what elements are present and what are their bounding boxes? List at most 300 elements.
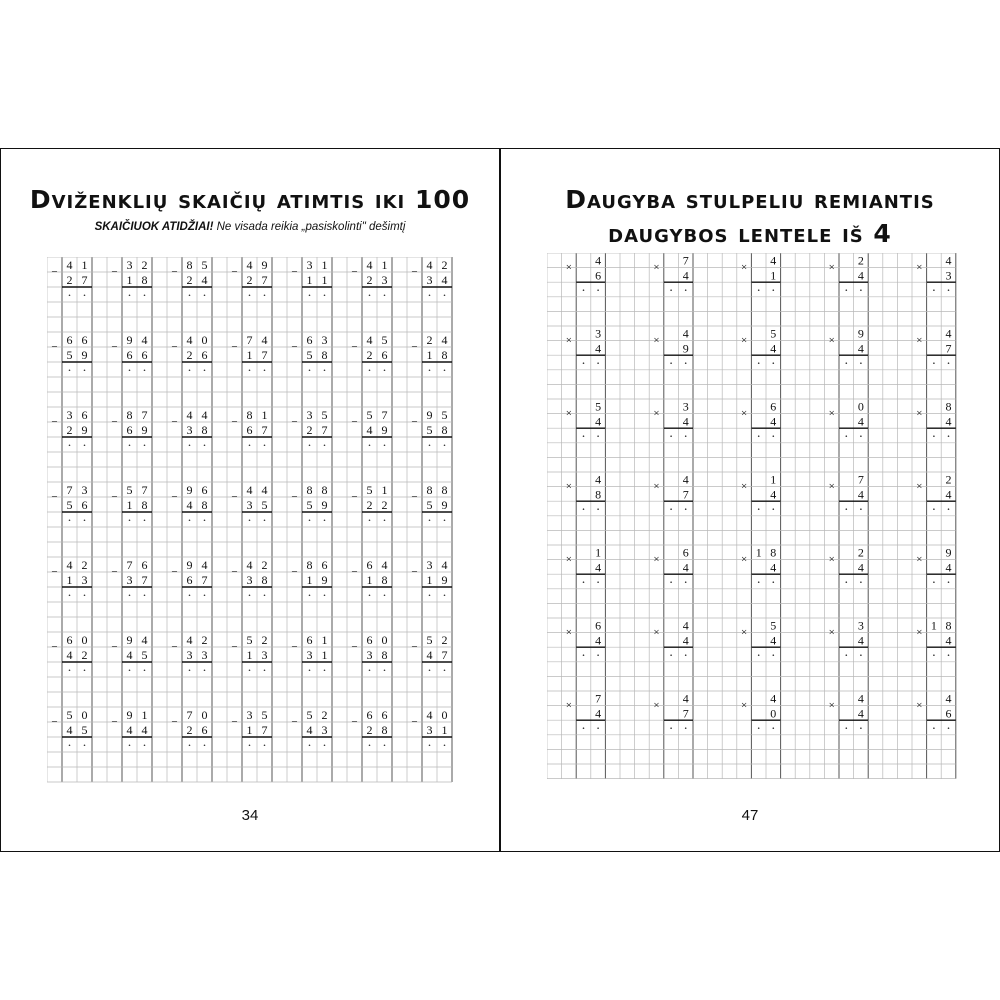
operator-sign: −: [51, 341, 58, 353]
bottom-number: 7: [441, 648, 448, 662]
answer-dot: [324, 744, 326, 746]
bottom-number: 8: [381, 648, 388, 662]
answer-dot: [249, 669, 251, 671]
top-number: 4: [595, 472, 602, 487]
answer-dot: [444, 444, 446, 446]
bottom-number: 6: [595, 268, 602, 283]
top-number: 6: [366, 708, 373, 722]
problem: [411, 708, 452, 746]
operator-sign: −: [411, 341, 418, 353]
operator-sign: ×: [565, 553, 573, 566]
bottom-number: 4: [426, 648, 433, 662]
answer-dot: [860, 508, 862, 510]
answer-dot: [144, 744, 146, 746]
bottom-number: 4: [682, 633, 689, 648]
top-number: 4: [770, 253, 777, 268]
answer-dot: [264, 519, 266, 521]
operator-sign: −: [291, 341, 298, 353]
top-number: 2: [321, 708, 328, 722]
top-number: 0: [81, 633, 88, 647]
bottom-number: 3: [426, 273, 433, 287]
top-number: 7: [381, 408, 388, 422]
bottom-number: 1: [306, 273, 313, 287]
problem: [566, 327, 606, 364]
bottom-number: 7: [201, 573, 208, 587]
answer-dot: [933, 508, 935, 510]
answer-dot: [264, 594, 266, 596]
top-number: 6: [66, 633, 73, 647]
answer-dot: [429, 594, 431, 596]
answer-dot: [264, 669, 266, 671]
problem: [411, 258, 452, 296]
answer-dot: [204, 744, 206, 746]
top-number: 9: [126, 333, 133, 347]
problem: [566, 546, 606, 583]
operator-sign: −: [411, 566, 418, 578]
operator-sign: −: [231, 266, 238, 278]
answer-dot: [685, 289, 687, 291]
answer-dot: [860, 362, 862, 364]
operator-sign: −: [111, 716, 118, 728]
bottom-number: 4: [945, 633, 952, 648]
answer-dot: [264, 744, 266, 746]
bottom-number: 5: [81, 723, 88, 737]
bottom-number: 1: [126, 498, 133, 512]
problem: [829, 473, 869, 510]
problem: [171, 558, 212, 596]
top-number: 4: [381, 558, 388, 572]
bottom-number: 4: [595, 560, 602, 575]
operator-sign: −: [111, 416, 118, 428]
bottom-number: 4: [126, 723, 133, 737]
bottom-number: 1: [306, 573, 313, 587]
bottom-number: 2: [66, 423, 73, 437]
bottom-number: 4: [857, 706, 864, 721]
operator-sign: ×: [740, 261, 748, 274]
bottom-number: 9: [321, 573, 328, 587]
problem: [411, 408, 452, 446]
bottom-number: 5: [141, 648, 148, 662]
bottom-number: 8: [441, 423, 448, 437]
operator-sign: ×: [740, 480, 748, 493]
problem: [566, 619, 606, 656]
problem: [741, 327, 781, 364]
answer-dot: [773, 654, 775, 656]
problem: [291, 408, 332, 446]
operator-sign: −: [111, 341, 118, 353]
top-number: 4: [66, 558, 73, 572]
answer-dot: [369, 669, 371, 671]
bottom-number: 4: [770, 633, 777, 648]
answer-dot: [670, 727, 672, 729]
answer-dot: [264, 369, 266, 371]
bottom-number: 7: [945, 341, 952, 356]
top-number: 4: [246, 483, 253, 497]
answer-dot: [429, 294, 431, 296]
operator-sign: −: [171, 566, 178, 578]
top-number: 7: [126, 558, 133, 572]
answer-dot: [84, 519, 86, 521]
top-number: 3: [81, 483, 88, 497]
answer-dot: [264, 444, 266, 446]
operator-sign: −: [231, 641, 238, 653]
problem: [916, 400, 956, 437]
bottom-number: 4: [595, 706, 602, 721]
top-number: 3: [321, 333, 328, 347]
answer-dot: [846, 581, 848, 583]
top-number: 4: [682, 618, 689, 633]
top-number: 5: [770, 326, 777, 341]
operator-sign: −: [231, 716, 238, 728]
problem: [351, 258, 392, 296]
answer-dot: [384, 744, 386, 746]
top-number: 8: [426, 483, 433, 497]
answer-dot: [84, 369, 86, 371]
problem: [653, 619, 693, 656]
answer-dot: [583, 435, 585, 437]
top-number: 4: [682, 691, 689, 706]
problem: [291, 333, 332, 371]
problem: [171, 483, 212, 521]
problem: [741, 546, 781, 583]
bottom-number: 6: [381, 348, 388, 362]
problem: [231, 558, 272, 596]
top-number: 9: [126, 708, 133, 722]
bottom-number: 8: [321, 348, 328, 362]
answer-dot: [948, 654, 950, 656]
bottom-number: 6: [81, 498, 88, 512]
answer-dot: [144, 594, 146, 596]
operator-sign: −: [411, 416, 418, 428]
answer-dot: [369, 444, 371, 446]
answer-dot: [84, 594, 86, 596]
answer-dot: [129, 294, 131, 296]
problem: [351, 408, 392, 446]
answer-dot: [204, 669, 206, 671]
top-number: 4: [366, 258, 373, 272]
problem: [291, 558, 332, 596]
bottom-number: 4: [857, 633, 864, 648]
bottom-number: 9: [441, 498, 448, 512]
top-number: 4: [66, 258, 73, 272]
answer-dot: [597, 727, 599, 729]
operator-sign: ×: [916, 261, 923, 274]
bottom-number: 4: [682, 268, 689, 283]
operator-sign: ×: [828, 699, 835, 712]
bottom-number: 9: [81, 348, 88, 362]
bottom-number: 8: [595, 487, 602, 502]
top-number: 4: [366, 333, 373, 347]
answer-dot: [144, 444, 146, 446]
answer-dot: [444, 519, 446, 521]
problem: [111, 633, 152, 671]
problem: [51, 558, 92, 596]
operator-sign: ×: [740, 407, 748, 420]
problem: [171, 708, 212, 746]
answer-dot: [670, 508, 672, 510]
top-number: 6: [306, 333, 313, 347]
problem: [411, 333, 452, 371]
top-number: 4: [201, 408, 208, 422]
bottom-number: 4: [366, 423, 373, 437]
subtraction-grid: [47, 257, 453, 783]
answer-dot: [84, 669, 86, 671]
operator-sign: −: [171, 341, 178, 353]
top-number: 6: [141, 558, 148, 572]
answer-dot: [597, 654, 599, 656]
top-number: 1: [930, 618, 937, 633]
problem: [351, 333, 392, 371]
answer-dot: [309, 444, 311, 446]
answer-dot: [204, 444, 206, 446]
bottom-number: 4: [857, 268, 864, 283]
bottom-number: 2: [186, 348, 193, 362]
operator-sign: −: [351, 341, 358, 353]
top-number: 2: [441, 633, 448, 647]
problem: [171, 408, 212, 446]
operator-sign: ×: [653, 261, 660, 274]
top-number: 8: [246, 408, 253, 422]
bottom-number: 5: [306, 498, 313, 512]
top-number: 0: [201, 333, 208, 347]
bottom-number: 2: [186, 723, 193, 737]
top-number: 5: [770, 618, 777, 633]
bottom-number: 8: [381, 573, 388, 587]
bottom-number: 6: [126, 348, 133, 362]
answer-dot: [189, 669, 191, 671]
left-page-title: Dviženklių skaičių atimtis iki 100: [29, 185, 471, 214]
bottom-number: 3: [201, 648, 208, 662]
problem: [231, 258, 272, 296]
operator-sign: −: [51, 641, 58, 653]
top-number: 7: [66, 483, 73, 497]
multiplication-grid: [547, 253, 957, 780]
top-number: 5: [366, 483, 373, 497]
bottom-number: 2: [66, 273, 73, 287]
answer-dot: [846, 654, 848, 656]
answer-dot: [670, 654, 672, 656]
operator-sign: ×: [565, 334, 573, 347]
top-number: 4: [426, 258, 433, 272]
answer-dot: [758, 581, 760, 583]
top-number: 1: [381, 258, 388, 272]
bottom-number: 3: [186, 423, 193, 437]
answer-dot: [69, 369, 71, 371]
answer-dot: [758, 289, 760, 291]
answer-dot: [249, 444, 251, 446]
problem: [291, 708, 332, 746]
bottom-number: 8: [441, 348, 448, 362]
answer-dot: [948, 581, 950, 583]
answer-dot: [685, 581, 687, 583]
top-number: 6: [381, 708, 388, 722]
answer-dot: [309, 594, 311, 596]
answer-dot: [204, 519, 206, 521]
answer-dot: [144, 294, 146, 296]
top-number: 5: [381, 333, 388, 347]
problem: [829, 619, 869, 656]
answer-dot: [369, 519, 371, 521]
operator-sign: −: [51, 491, 58, 503]
answer-dot: [324, 519, 326, 521]
top-number: 8: [770, 545, 777, 560]
problem: [111, 558, 152, 596]
bottom-number: 9: [682, 341, 689, 356]
answer-dot: [846, 508, 848, 510]
bottom-number: 7: [261, 723, 268, 737]
bottom-number: 6: [126, 423, 133, 437]
answer-dot: [860, 727, 862, 729]
bottom-number: 5: [306, 348, 313, 362]
operator-sign: −: [171, 491, 178, 503]
problem: [741, 692, 781, 729]
bottom-number: 4: [945, 560, 952, 575]
answer-dot: [685, 435, 687, 437]
top-number: 6: [306, 633, 313, 647]
top-number: 6: [770, 399, 777, 414]
top-number: 7: [595, 691, 602, 706]
bottom-number: 1: [426, 348, 433, 362]
operator-sign: −: [171, 266, 178, 278]
answer-dot: [670, 435, 672, 437]
answer-dot: [583, 289, 585, 291]
bottom-number: 4: [141, 723, 148, 737]
problem: [653, 546, 693, 583]
problem: [111, 408, 152, 446]
bottom-number: 8: [381, 723, 388, 737]
answer-dot: [369, 744, 371, 746]
bottom-number: 7: [141, 573, 148, 587]
operator-sign: ×: [653, 553, 660, 566]
bottom-number: 7: [682, 487, 689, 502]
right-page: [500, 148, 1000, 852]
answer-dot: [384, 594, 386, 596]
operator-sign: −: [51, 416, 58, 428]
problem: [111, 483, 152, 521]
top-number: 9: [126, 633, 133, 647]
top-number: 6: [66, 333, 73, 347]
answer-dot: [948, 289, 950, 291]
problem: [231, 708, 272, 746]
top-number: 9: [186, 483, 193, 497]
answer-dot: [597, 581, 599, 583]
top-number: 4: [261, 483, 268, 497]
operator-sign: ×: [828, 553, 835, 566]
answer-dot: [309, 294, 311, 296]
bottom-number: 3: [186, 648, 193, 662]
answer-dot: [144, 369, 146, 371]
right-page-title-line1: Daugyba stulpeliu remiantis: [565, 185, 935, 214]
bottom-number: 1: [246, 723, 253, 737]
bottom-number: 6: [246, 423, 253, 437]
problem: [916, 546, 956, 583]
answer-dot: [429, 669, 431, 671]
operator-sign: −: [231, 341, 238, 353]
bottom-number: 1: [426, 573, 433, 587]
top-number: 5: [66, 708, 73, 722]
answer-dot: [249, 369, 251, 371]
bottom-number: 1: [321, 273, 328, 287]
answer-dot: [384, 669, 386, 671]
bottom-number: 0: [770, 706, 777, 721]
answer-dot: [429, 744, 431, 746]
problem: [231, 483, 272, 521]
top-number: 2: [441, 258, 448, 272]
bottom-number: 4: [770, 341, 777, 356]
answer-dot: [309, 369, 311, 371]
answer-dot: [324, 669, 326, 671]
right-page-number: 47: [741, 807, 759, 824]
operator-sign: ×: [565, 261, 573, 274]
operator-sign: −: [171, 416, 178, 428]
bottom-number: 4: [441, 273, 448, 287]
bottom-number: 6: [201, 723, 208, 737]
bottom-number: 7: [261, 273, 268, 287]
answer-dot: [69, 744, 71, 746]
answer-dot: [324, 369, 326, 371]
bottom-number: 7: [261, 348, 268, 362]
answer-dot: [948, 435, 950, 437]
answer-dot: [597, 289, 599, 291]
answer-dot: [204, 294, 206, 296]
problem: [231, 633, 272, 671]
problem: [351, 483, 392, 521]
bottom-number: 6: [201, 348, 208, 362]
answer-dot: [846, 362, 848, 364]
top-number: 3: [426, 558, 433, 572]
answer-dot: [773, 727, 775, 729]
bottom-number: 2: [306, 423, 313, 437]
operator-sign: ×: [740, 626, 748, 639]
operator-sign: −: [111, 491, 118, 503]
top-number: 5: [201, 258, 208, 272]
top-number: 0: [857, 399, 864, 414]
answer-dot: [369, 594, 371, 596]
bottom-number: 9: [81, 423, 88, 437]
operator-sign: −: [351, 266, 358, 278]
problem: [51, 333, 92, 371]
answer-dot: [249, 519, 251, 521]
top-number: 1: [261, 408, 268, 422]
operator-sign: −: [291, 491, 298, 503]
problem: [291, 258, 332, 296]
answer-dot: [583, 508, 585, 510]
answer-dot: [773, 289, 775, 291]
answer-dot: [597, 362, 599, 364]
answer-dot: [597, 508, 599, 510]
top-number: 2: [141, 258, 148, 272]
top-number: 6: [81, 333, 88, 347]
top-number: 2: [857, 545, 864, 560]
answer-dot: [583, 727, 585, 729]
answer-dot: [429, 369, 431, 371]
answer-dot: [933, 362, 935, 364]
bottom-number: 4: [682, 560, 689, 575]
operator-sign: −: [411, 641, 418, 653]
answer-dot: [773, 508, 775, 510]
top-number: 3: [682, 399, 689, 414]
bottom-number: 4: [857, 414, 864, 429]
answer-dot: [758, 362, 760, 364]
operator-sign: −: [111, 266, 118, 278]
top-number: 0: [381, 633, 388, 647]
answer-dot: [583, 581, 585, 583]
top-number: 8: [306, 558, 313, 572]
problem: [829, 692, 869, 729]
top-number: 1: [381, 483, 388, 497]
answer-dot: [69, 294, 71, 296]
answer-dot: [758, 508, 760, 510]
